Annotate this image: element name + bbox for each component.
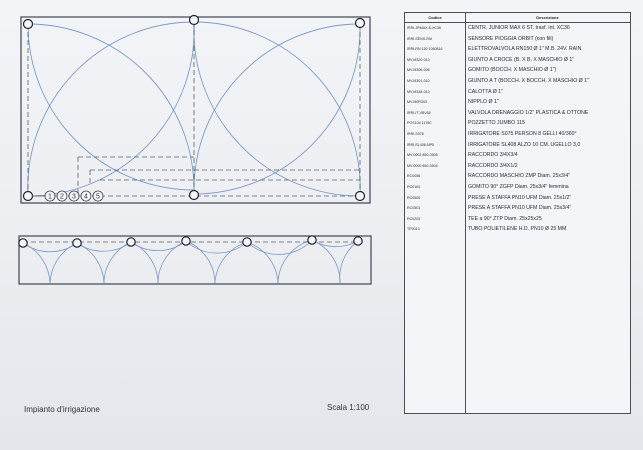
lower-garden-plan — [19, 236, 371, 284]
legend-number: 5 — [96, 193, 100, 201]
item-description: GOMITO 90° ZGFP Diam. 25x3/4" femmina — [468, 184, 569, 190]
item-code: IRRI-SENS-RM — [407, 36, 432, 41]
table-row — [405, 140, 630, 151]
item-code: IRRI-SL408-NP5 — [407, 142, 434, 147]
sprinkler-head — [73, 239, 81, 247]
table-row — [405, 193, 630, 204]
table-row — [405, 34, 630, 45]
item-description: GOMITO (BOCCH. X MASCHIO Ø 1") — [468, 67, 557, 74]
item-code: RC0501 — [407, 206, 421, 211]
table-row — [405, 108, 630, 119]
item-description: PRESE A STAFFA PN10 UFM Diam. 25x3/4" — [468, 205, 572, 212]
item-description: CENTR. JUNIOR MAX 6 ST. trasf. int. XC36 — [468, 25, 570, 31]
drawing-scale: Scala 1:100 — [327, 403, 370, 412]
legend-number: 2 — [60, 193, 64, 201]
item-code: RC0500 — [407, 195, 421, 200]
strip-spray-arcs — [23, 240, 358, 283]
header-description: Descrizione — [536, 15, 559, 20]
item-code: MV-M320-010 — [407, 57, 430, 62]
table-row — [405, 129, 630, 140]
sprinkler-head — [190, 16, 199, 25]
item-code: IRRI-S075 — [407, 132, 424, 136]
item-code: MV-M0R303 — [407, 100, 427, 105]
item-code: IRRI-IT-VBV50 — [407, 110, 431, 115]
item-code: MV-0002 850-0505 — [407, 153, 438, 158]
table-row — [405, 23, 630, 34]
table-row — [405, 161, 630, 172]
item-description: TUBO POLIETILENE H.D. PN10 Ø 25 MM — [468, 226, 567, 233]
strip-sprinkler-heads — [19, 236, 362, 247]
table-row — [405, 214, 630, 225]
item-code: POS104 1178C — [407, 121, 432, 126]
table-row — [405, 87, 630, 98]
item-description: PRESE A STAFFA PN10 UFM Diam. 25x1/2" — [468, 194, 572, 201]
item-description: SENSORE PIOGGIA ORBIT (con fili) — [468, 35, 554, 42]
item-description: GIUNTO A CROCE (B. X B. X MASCHIO Ø 1" — [468, 56, 575, 63]
item-code: MV-M348-010 — [407, 89, 430, 94]
table-row — [405, 150, 630, 161]
drawing-title: Impianto d'irrigazione — [24, 405, 100, 414]
table-header — [405, 13, 630, 23]
pipe-lines — [28, 22, 360, 196]
table-row — [405, 118, 630, 129]
sprinkler-head — [127, 238, 135, 246]
item-description: RACCORDO 3/4X1/2 — [468, 162, 518, 169]
table-row — [405, 97, 630, 108]
item-code: MV-M301-010 — [407, 79, 430, 83]
table-row — [405, 203, 630, 214]
item-code: MV-0000 850-0504 — [407, 163, 438, 168]
item-description: POZZETTO JUMBO 115 — [468, 120, 525, 127]
item-code: IRRI-RN 150 1060816 — [407, 47, 443, 52]
header-code: Codice — [428, 15, 442, 20]
item-code: RC0163 — [407, 185, 421, 189]
table-row — [405, 55, 630, 66]
sprinkler-head — [356, 19, 365, 28]
table-row — [405, 182, 630, 193]
item-description: IRRIGATORE SL408 ALZO 10 CM. UGELLO 3,0 — [468, 141, 581, 148]
item-code: TP0013 — [407, 227, 420, 232]
item-description: RACCORDO 3/4X3/4 — [468, 152, 518, 159]
table-row — [405, 44, 630, 55]
item-description: IRRIGATORE S075 PERSON 8 GELLI 40/360° — [468, 131, 577, 137]
sprinkler-head — [182, 237, 190, 245]
sprinkler-head — [356, 192, 365, 201]
table-row — [405, 76, 630, 87]
item-description: VALVOLA DRENAGGIO 1/2" PLASTICA & OTTONE — [468, 109, 589, 116]
item-description: ELETTROVALVOLA RN150 Ø 1" M.B. 24V. RAIN — [468, 46, 582, 53]
bill-of-materials-table — [404, 12, 631, 414]
sprinkler-head — [354, 237, 362, 245]
table-row — [405, 65, 630, 76]
legend-number: 4 — [84, 193, 88, 201]
sprinkler-head — [24, 192, 33, 201]
sprinkler-head — [190, 191, 199, 200]
item-description: TEE a 90° ZTP Diam. 25x25x25 — [468, 215, 542, 222]
upper-boundary — [21, 17, 370, 203]
sprinkler-head — [19, 239, 27, 247]
item-code: RC0203 — [407, 216, 421, 221]
sprinkler-head — [243, 238, 251, 246]
item-code: MV-M306-006 — [407, 68, 430, 73]
sprinkler-head — [308, 236, 316, 244]
item-description: NIPPLO Ø 1" — [468, 99, 499, 106]
legend-number: 3 — [72, 193, 76, 201]
legend-number: 1 — [48, 193, 52, 201]
item-code: IRRI-JRMAX-6-XC36 — [407, 26, 441, 30]
upper-garden-plan — [21, 16, 370, 204]
table-row — [405, 171, 630, 182]
item-description: CALOTTA Ø 1" — [468, 88, 503, 95]
sprinkler-head — [24, 20, 33, 29]
item-description: RACCORDO MASCHIO ZMP Diam. 25x3/4" — [468, 173, 571, 180]
item-description: GIUNTO A T (BOCCH. X BOCCH. X MASCHIO Ø 1" — [468, 78, 589, 84]
item-code: RC0056 — [407, 174, 421, 179]
table-row — [405, 224, 630, 235]
